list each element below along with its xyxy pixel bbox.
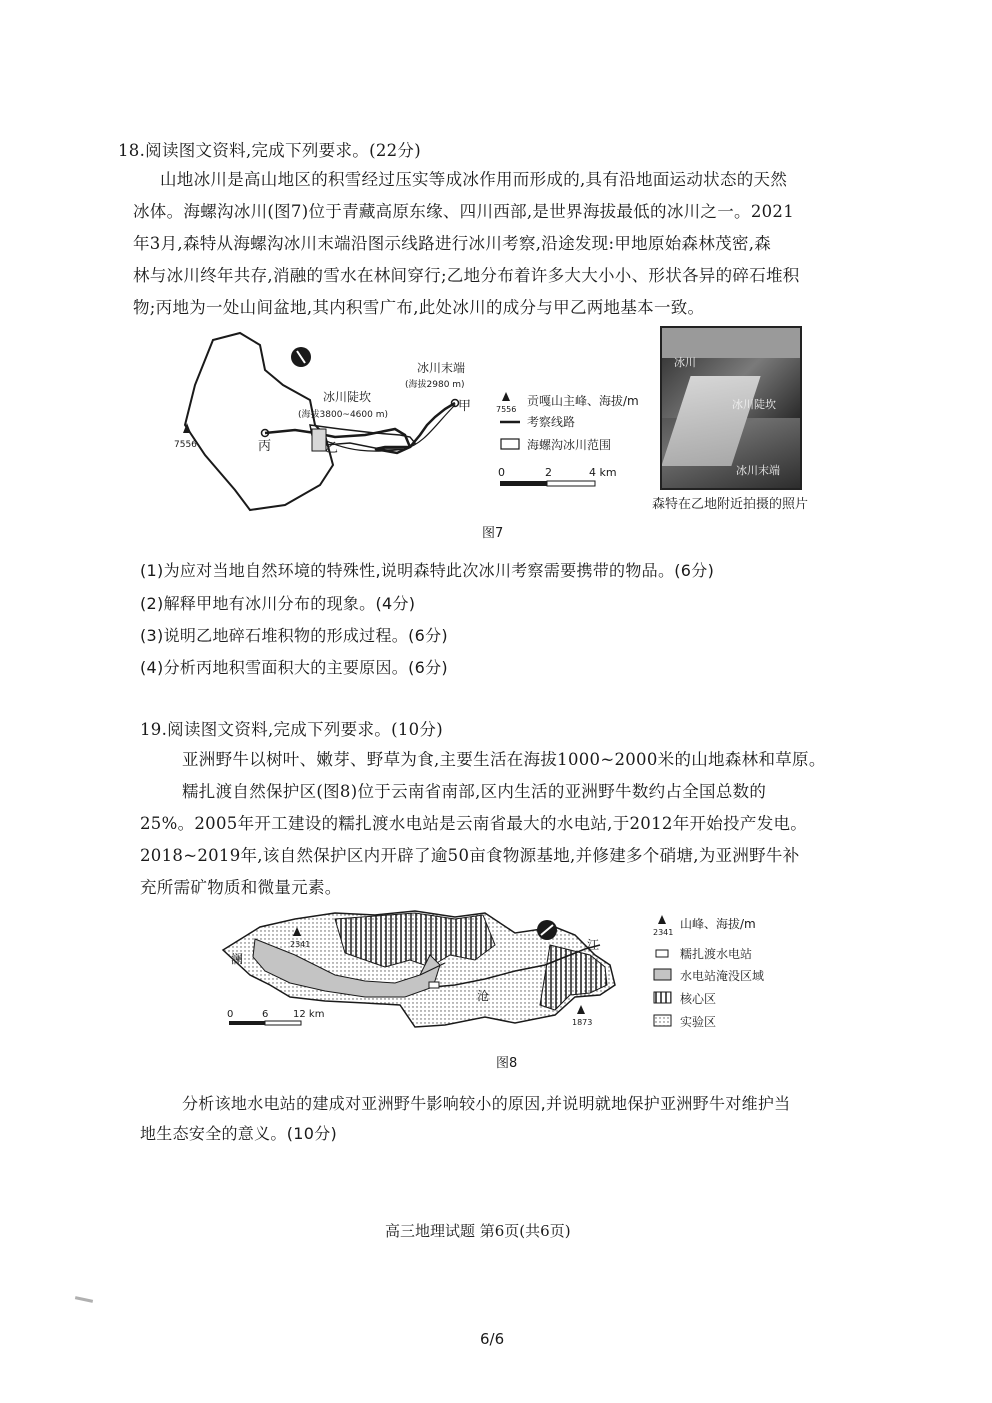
photo-caption: 森特在乙地附近拍摄的照片	[652, 497, 809, 512]
q18-para-line-2: 冰体。海螺沟冰川(图7)位于青藏高原东缘、四川西部,是世界海拔最低的冰川之一。2021	[133, 202, 795, 221]
q18-sub-1: (1)为应对当地自然环境的特殊性,说明森特此次冰川考察需要携带的物品。(6分)	[140, 561, 715, 580]
legend-station-label: 糯扎渡水电站	[680, 947, 753, 961]
fig8-scale-0: 0	[227, 1009, 234, 1020]
river-char-cang: 沧	[477, 989, 490, 1003]
legend-range-label: 海螺沟冰川范围	[527, 438, 612, 452]
fig8-scale-white	[265, 1021, 301, 1025]
fig8-map	[215, 905, 645, 1035]
label-end-alt: (海拔2980 m)	[405, 380, 465, 390]
peak-1873-value: 1873	[572, 1018, 593, 1027]
q19-para-line-1: 亚洲野牛以树叶、嫩芽、野草为食,主要生活在海拔1000~2000米的山地森林和草原。	[182, 750, 826, 769]
fig8-scale-6: 6	[262, 1009, 269, 1020]
label-yi: 乙	[325, 441, 339, 456]
legend-peak-icon-fig8	[658, 915, 666, 924]
label-steep: 冰川陡坎	[323, 390, 372, 404]
legend-peak-num-fig8: 2341	[653, 928, 674, 937]
scan-mark	[75, 1296, 93, 1303]
legend-exp-label: 实验区	[680, 1015, 717, 1029]
legend-exp-icon	[654, 1015, 671, 1026]
legend-flood-label: 水电站淹没区域	[680, 969, 765, 983]
q18-para-line-1: 山地冰川是高山地区的积雪经过压实等成冰作用而形成的,具有沿地面运动状态的天然	[160, 170, 788, 189]
legend-peak-label: 贡嘎山主峰、海拔/m	[527, 394, 639, 408]
q19-title: 19.阅读图文资料,完成下列要求。(10分)	[140, 720, 443, 739]
scale-bar-black	[500, 481, 547, 486]
legend-core-label: 核心区	[680, 992, 717, 1006]
q18-sub-2: (2)解释甲地有冰川分布的现象。(4分)	[140, 594, 416, 613]
legend-station-icon	[656, 950, 668, 957]
legend-flood-icon	[654, 969, 671, 980]
legend-peak-icon	[502, 392, 510, 401]
q18-sub-3: (3)说明乙地碎石堆积物的形成过程。(6分)	[140, 626, 448, 645]
legend-peak-label-fig8: 山峰、海拔/m	[680, 917, 756, 931]
q18-para-line-5: 物;丙地为一处山间盆地,其内积雪广布,此处冰川的成分与甲乙两地基本一致。	[133, 298, 705, 317]
q18-para-line-3: 年3月,森特从海螺沟冰川末端沿图示线路进行冰川考察,沿途发现:甲地原始森林茂密,森	[133, 234, 772, 253]
q19-question-line-1: 分析该地水电站的建成对亚洲野牛影响较小的原因,并说明就地保护亚洲野牛对维护当	[182, 1094, 791, 1113]
fig8-scale-12: 12 km	[293, 1009, 325, 1020]
label-bing: 丙	[258, 439, 272, 454]
river-char-jiang: 江	[587, 938, 600, 952]
glacier-range-outline	[185, 333, 333, 510]
scale-0: 0	[498, 466, 505, 479]
field-photo	[660, 326, 802, 490]
scale-4: 4 km	[589, 466, 617, 479]
peak-value: 7556	[174, 440, 197, 450]
label-jia: 甲	[458, 399, 472, 414]
peak-2341-value: 2341	[290, 940, 311, 949]
photo-label-end: 冰川末端	[736, 464, 780, 477]
steep-zone	[312, 429, 326, 451]
river-char-lan: 澜	[231, 952, 244, 966]
fig7-map	[165, 325, 655, 515]
label-steep-alt: (海拔3800~4600 m)	[298, 410, 389, 420]
q18-sub-4: (4)分析丙地积雪面积大的主要原因。(6分)	[140, 658, 448, 677]
legend-route-label: 考察线路	[527, 415, 576, 429]
q19-question-line-2: 地生态安全的意义。(10分)	[140, 1124, 338, 1143]
q19-para-line-2: 糯扎渡自然保护区(图8)位于云南省南部,区内生活的亚洲野牛数约占全国总数的	[182, 782, 767, 801]
scale-bar-white	[547, 481, 595, 486]
page-footer: 高三地理试题 第6页(共6页)	[385, 1222, 571, 1240]
fig8-caption: 图8	[496, 1056, 518, 1071]
fig7-caption: 图7	[482, 526, 504, 541]
peak-1873-icon	[577, 1005, 585, 1014]
core-zone-east	[540, 945, 607, 1010]
fig8-legend	[650, 912, 800, 1037]
q19-para-line-3: 25%。2005年开工建设的糯扎渡水电站是云南省最大的水电站,于2012年开始投产发电。	[140, 814, 808, 833]
hydropower-station-icon	[429, 982, 439, 988]
label-end: 冰川末端	[417, 361, 466, 375]
photo-label-glacier: 冰川	[674, 356, 696, 369]
q18-para-line-4: 林与冰川终年共存,消融的雪水在林间穿行;乙地分布着许多大大小小、形状各异的碎石堆积	[133, 266, 800, 285]
legend-range-icon	[501, 439, 519, 449]
photo-label-steep: 冰川陡坎	[732, 398, 776, 411]
q18-title: 18.阅读图文资料,完成下列要求。(22分)	[118, 141, 421, 160]
q19-para-line-5: 充所需矿物质和微量元素。	[140, 878, 342, 897]
legend-core-icon	[654, 992, 671, 1003]
scale-2: 2	[545, 466, 552, 479]
q19-para-line-4: 2018~2019年,该自然保护区内开辟了逾50亩食物源基地,并修建多个硝塘,为亚洲野牛补	[140, 846, 800, 865]
legend-peak-num: 7556	[496, 405, 517, 414]
page-number: 6/6	[480, 1330, 505, 1348]
fig8-scale-black	[229, 1021, 265, 1025]
